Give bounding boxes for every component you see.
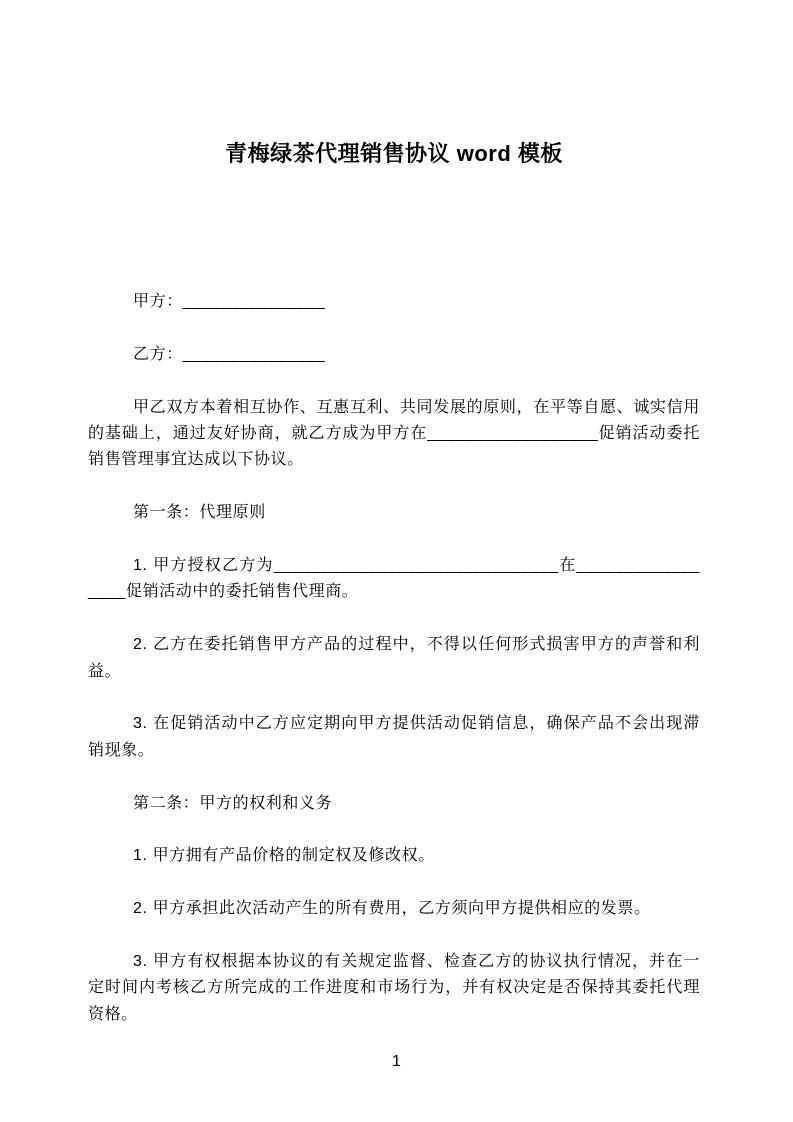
section-2-heading: 第二条：甲方的权利和义务 — [133, 794, 333, 812]
party-a-line: 甲方：_______________ — [133, 293, 326, 310]
section-2-item-3: 3. 甲方有权根据本协议的有关规定监督、检查乙方的协议执行情况，并在一定时间内考核乙方所完成的工作进度和市场行为，并有权决定是否保持其委托代理资格。 — [88, 953, 700, 1023]
section-1-heading: 第一条：代理原则 — [133, 504, 266, 522]
section-1-item-1: 1. 甲方授权乙方为______________________________在_________________促销活动中的委托销售代理商。 — [88, 557, 700, 601]
document-body — [88, 0, 700, 1055]
section-2-item-1: 1. 甲方拥有产品价格的制定权及修改权。 — [133, 847, 435, 865]
section-1-item-2: 2. 乙方在委托销售甲方产品的过程中，不得以任何形式损害甲方的声誉和利益。 — [88, 636, 700, 680]
page-number: 1 — [392, 1053, 401, 1070]
intro-paragraph: 甲乙双方本着相互协作、互惠互利、共同发展的原则，在平等自愿、诚实信用的基础上，通过友好协商，就乙方成为甲方在__________________促销活动委托销售管理事宜达成以下协议。 — [88, 398, 700, 469]
section-1-item-3: 3. 在促销活动中乙方应定期向甲方提供活动促销信息，确保产品不会出现滞销现象。 — [88, 715, 700, 759]
section-2-item-2: 2. 甲方承担此次活动产生的所有费用，乙方须向甲方提供相应的发票。 — [133, 900, 651, 918]
party-b-line: 乙方：_______________ — [133, 345, 326, 363]
document-title: 青梅绿茶代理销售协议 word 模板 — [225, 141, 563, 166]
